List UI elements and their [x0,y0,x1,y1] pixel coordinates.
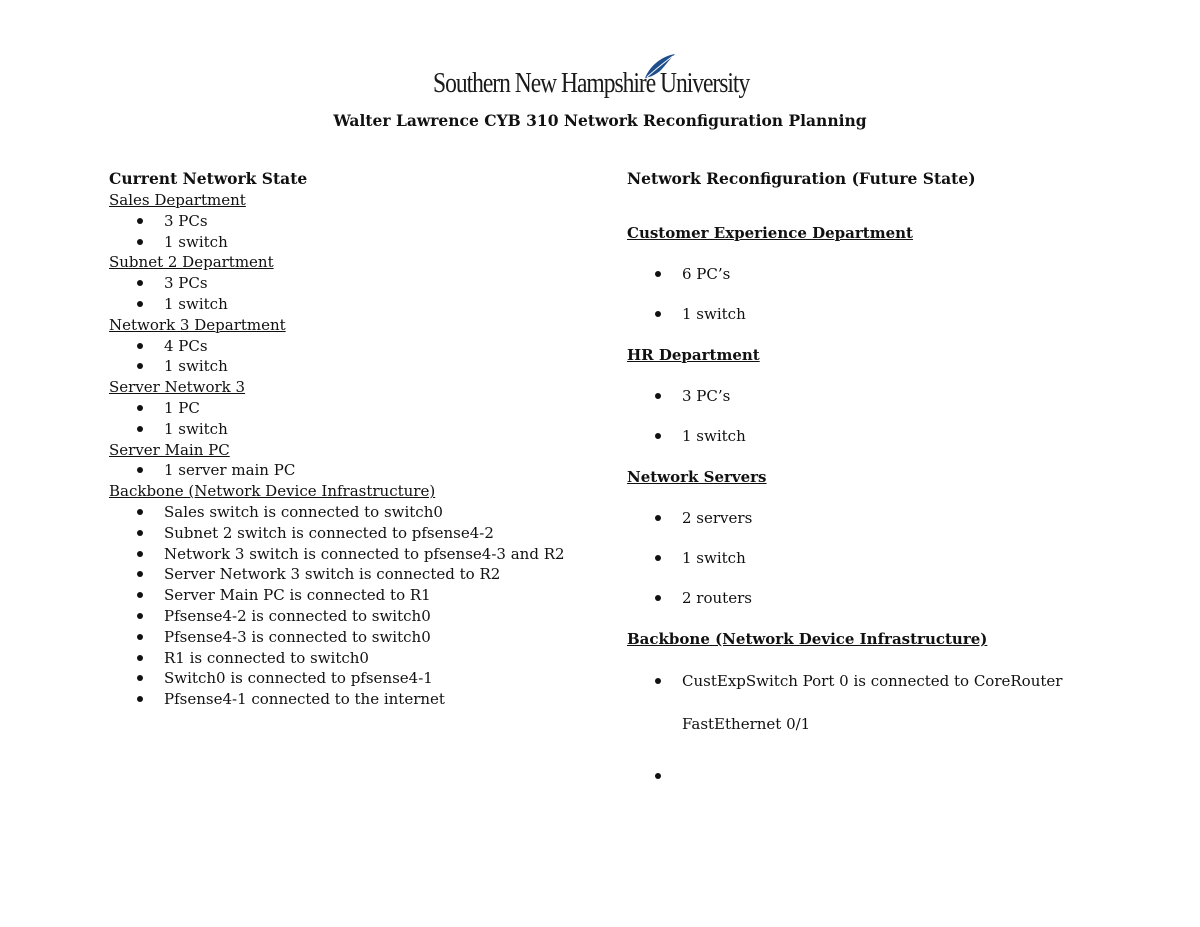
list-item: Network 3 switch is connected to pfsense4-3 and R2 [109,544,589,565]
section-title: HR Department [627,346,760,364]
feather-leaf-icon [639,52,679,82]
list-item: 2 servers [627,508,1147,528]
list-item: 1 switch [109,294,589,315]
list-item: 1 PC [109,398,589,419]
document-title: Walter Lawrence CYB 310 Network Reconfiguration Planning [333,111,867,130]
list-item: 2 routers [627,588,1147,608]
list-item: 1 switch [627,426,1147,446]
current-network-column [109,168,589,710]
list-item: Server Network 3 switch is connected to R2 [109,564,589,585]
future-network-column [627,168,1147,786]
section-list [109,336,589,378]
list-item: 3 PCs [109,273,589,294]
list-item: 6 PC’s [627,264,1147,284]
section-list [109,273,589,315]
list-item: Switch0 is connected to pfsense4-1 [109,668,589,689]
section-title: Network 3 Department [109,315,286,334]
list-item: 3 PC’s [627,386,1147,406]
section-title: Server Network 3 [109,378,246,397]
section-title: Sales Department [109,191,246,209]
list-item: 1 switch [627,304,1147,324]
list-item-empty [627,766,1147,786]
list-item: Pfsense4-3 is connected to switch0 [109,627,589,648]
section-list [627,508,1147,608]
list-item: Pfsense4-2 is connected to switch0 [109,606,589,627]
list-item: R1 is connected to switch0 [109,648,589,669]
logo-wordmark: Southern New Hampshire University [433,68,750,99]
section-list [109,398,589,440]
list-item: 1 switch [109,356,589,377]
section-title: Backbone (Network Device Infrastructure) [627,630,988,648]
list-item: Pfsense4-1 connected to the internet [109,689,589,710]
list-item: Sales switch is connected to switch0 [109,502,589,523]
section-title: Server Main PC [109,440,230,459]
section-list [627,660,1147,786]
list-item: 3 PCs [109,211,589,232]
section-title: Customer Experience Department [627,224,913,242]
section-list [109,211,589,253]
current-network-heading: Current Network State [109,169,308,188]
section-list [627,386,1147,446]
snhu-logo [433,52,773,104]
section-title: Backbone (Network Device Infrastructure) [109,482,436,501]
list-item: 4 PCs [109,336,589,357]
section-list [109,502,589,710]
section-title: Network Servers [627,468,767,486]
future-network-heading: Network Reconfiguration (Future State) [627,169,976,188]
section-title: Subnet 2 Department [109,253,274,272]
section-list [627,264,1147,324]
section-list [109,460,589,481]
list-item: CustExpSwitch Port 0 is connected to CoreRouter FastEthernet 0/1 [627,660,1147,746]
list-item: Subnet 2 switch is connected to pfsense4-2 [109,523,589,544]
list-item: Server Main PC is connected to R1 [109,585,589,606]
list-item: 1 switch [109,419,589,440]
list-item: 1 server main PC [109,460,589,481]
list-item: 1 switch [109,232,589,253]
list-item: 1 switch [627,548,1147,568]
